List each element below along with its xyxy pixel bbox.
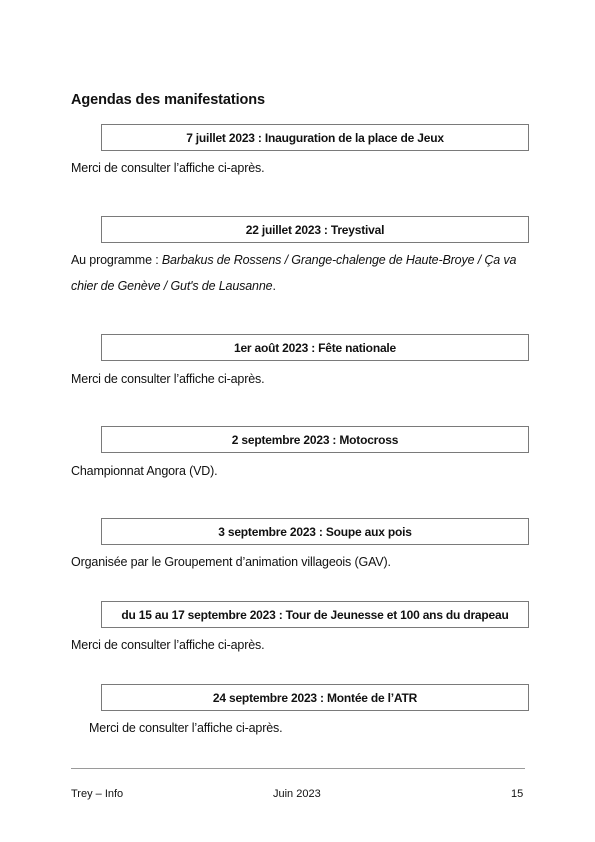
event-heading: du 15 au 17 septembre 2023 : Tour de Jeunesse et 100 ans du drapeau <box>121 607 509 622</box>
event-description: Championnat Angora (VD). <box>71 464 218 478</box>
event-heading: 3 septembre 2023 : Soupe aux pois <box>218 524 412 539</box>
event-heading-box <box>101 216 529 243</box>
event-description-continued <box>71 272 276 300</box>
event-heading-box <box>101 334 529 361</box>
event-description-prefix: Au programme : <box>71 253 162 267</box>
event-heading: 24 septembre 2023 : Montée de l’ATR <box>212 690 418 705</box>
event-description: Merci de consulter l’affiche ci-après. <box>89 721 283 735</box>
event-program-line-2: chier de Genève / Gut's de Lausanne <box>71 279 273 293</box>
event-description <box>71 246 516 274</box>
event-description: Merci de consulter l’affiche ci-après. <box>71 161 265 175</box>
page-title: Agendas des manifestations <box>71 92 266 108</box>
event-description: Organisée par le Groupement d’animation villageois (GAV). <box>71 555 391 569</box>
page-number: 15 <box>511 788 524 800</box>
footer-date: Juin 2023 <box>273 788 321 800</box>
footer-publication: Trey – Info <box>71 788 124 800</box>
event-heading: 2 septembre 2023 : Motocross <box>231 432 399 447</box>
event-heading-box <box>101 684 529 711</box>
event-description-suffix: . <box>272 279 276 293</box>
event-description: Merci de consulter l’affiche ci-après. <box>71 372 265 386</box>
event-heading: 1er août 2023 : Fête nationale <box>233 340 397 355</box>
event-heading-box <box>101 124 529 151</box>
event-description: Merci de consulter l’affiche ci-après. <box>71 638 265 652</box>
event-heading: 22 juillet 2023 : Treystival <box>245 222 385 237</box>
event-heading-box <box>101 518 529 545</box>
event-heading-box <box>101 601 529 628</box>
footer-divider <box>71 768 525 769</box>
event-heading-box <box>101 426 529 453</box>
event-heading: 7 juillet 2023 : Inauguration de la place de Jeux <box>186 130 444 145</box>
event-program-line-1: Barbakus de Rossens / Grange-chalenge de Haute-Broye / Ça va <box>161 253 517 267</box>
